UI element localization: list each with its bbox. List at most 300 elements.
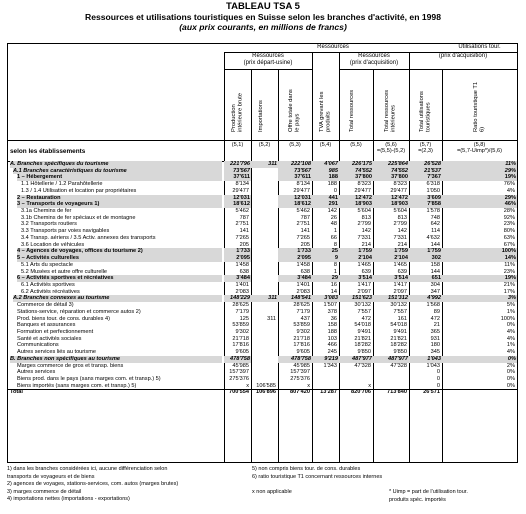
cell-col-4: 466: [327, 342, 337, 349]
cell-col-6: 161: [397, 315, 407, 322]
cell-col-4: 16: [330, 281, 337, 288]
table-row: [8, 356, 517, 363]
cell-col-5: 9'850: [357, 349, 371, 356]
cell-col-8: 29%: [442, 168, 517, 175]
cell-col-8: 17%: [503, 288, 515, 295]
cell-col-3: 141: [300, 228, 310, 235]
cell-col-3: 5'462: [296, 208, 310, 215]
cell-col-7: 26'528: [409, 161, 442, 168]
cell-col-1: 3'484: [224, 275, 251, 282]
cell-col-6: 29'477: [390, 187, 407, 194]
cell-col-5: 226'175: [339, 161, 373, 168]
cell-col-7: 1'759: [409, 248, 442, 255]
cell-col-3: 18'612: [278, 201, 312, 208]
cell-col-6: 18'282: [390, 342, 407, 349]
row-label: 3.4 Transp. aériens / 3.5 Activ. annexes des transports: [21, 234, 156, 241]
table-row: [8, 201, 517, 208]
cell-col-6: 3'514: [373, 275, 409, 282]
cell-col-5: 18'282: [354, 342, 371, 349]
cell-col-3: 638: [300, 268, 310, 275]
cell-col-1: 9'302: [235, 329, 249, 335]
row-label: B. Branches non spécifiques au tourisme: [10, 356, 222, 363]
cell-col-3: 8'134: [296, 181, 310, 188]
header-util-acq: (prix d'acquisition): [438, 53, 488, 59]
grid-hline: [8, 140, 517, 141]
cell-col-3: 1'733: [278, 248, 312, 255]
row-label: 1.3 / 1.4 Utilisation et location par propriétaires: [21, 187, 137, 194]
cell-col-5: 639: [361, 268, 371, 275]
table-row: [8, 309, 517, 316]
row-label: 1 – Hébergement: [17, 174, 222, 181]
cell-col-4: 26: [330, 214, 337, 221]
cell-col-8: 23%: [503, 221, 515, 228]
cell-col-5: 151'623: [339, 295, 373, 302]
table-row: [8, 242, 517, 249]
cell-col-3: 9'302: [296, 329, 310, 335]
footnote: 1) dans les branches considérées ici, aucune différenciation selon: [7, 466, 168, 472]
cell-col-6: 487'977: [373, 356, 409, 363]
table-row: [8, 302, 517, 309]
cell-col-1: 700'554: [229, 389, 249, 396]
cell-col-1: 2'751: [235, 221, 249, 228]
cell-col-6: 21'821: [390, 335, 407, 342]
cell-col-8: 0%: [506, 322, 515, 329]
cell-col-6: 54'018: [390, 322, 407, 329]
cell-col-1: 148'229: [224, 295, 251, 302]
cell-col-1: 275'376: [229, 376, 249, 383]
cell-col-1: 9'605: [235, 349, 249, 356]
cell-col-6: 713'840: [387, 389, 407, 396]
cell-col-7: 26'571: [423, 389, 440, 396]
table-row: [8, 248, 517, 255]
row-label: 2 – Restauration: [17, 195, 222, 202]
column-title-8: Ratio touristique T1 6): [472, 81, 485, 132]
cell-col-3: 148'541: [278, 295, 312, 302]
table-row: [8, 349, 517, 356]
cell-col-8: 28%: [503, 208, 515, 215]
cell-col-7: 21'537: [409, 168, 442, 175]
cell-col-4: 142: [327, 208, 337, 215]
cell-col-8: 67%: [503, 241, 515, 248]
cell-col-1: 478'758: [224, 356, 251, 363]
cell-col-8: 80%: [503, 228, 515, 235]
cell-col-8: 76%: [503, 181, 515, 188]
row-label: 4 – Agences de voyages, offices du tourisme 2): [17, 248, 222, 255]
cell-col-7: 0: [436, 382, 440, 389]
cell-col-8: 11%: [504, 261, 515, 268]
cell-col-6: 142: [397, 228, 407, 235]
table-row: [8, 389, 517, 396]
cell-col-8: 1%: [506, 342, 515, 349]
cell-col-5: 74'552: [339, 168, 373, 175]
cell-col-1: 1'401: [235, 281, 249, 288]
row-label: 3.3 Transports par voies navigables: [21, 228, 110, 235]
cell-col-6: 5'604: [393, 208, 407, 215]
column-code-4: (5,4): [319, 142, 332, 148]
cell-col-8: 5%: [506, 302, 515, 309]
cell-col-1: 638: [239, 268, 249, 275]
cell-col-3: 53'859: [293, 322, 310, 329]
cell-col-8: 23%: [503, 268, 515, 275]
cell-col-3: 222'108: [278, 161, 312, 168]
cell-col-4: 8: [333, 261, 337, 268]
row-label: 5.2 Musées et autre offre culturelle: [21, 268, 108, 275]
table-row: [8, 235, 517, 242]
cell-col-4: 36: [330, 315, 337, 322]
cell-col-1: 28'625: [232, 302, 249, 309]
cell-col-5: 54'018: [354, 322, 371, 329]
cell-col-6: 1'759: [373, 248, 409, 255]
cell-col-2: 106'896: [256, 389, 276, 396]
row-label: 3.6 Location de véhicules: [21, 241, 85, 248]
table-row: [8, 195, 517, 202]
cell-col-8: 29%: [442, 195, 517, 202]
row-label: Formation et perfectionnement: [17, 329, 94, 335]
table-row: [8, 289, 517, 296]
cell-col-1: 29'477: [232, 187, 249, 194]
cell-col-6: 225'864: [373, 161, 409, 168]
cell-col-4: 188: [312, 174, 339, 181]
cell-col-4: 13'287: [320, 389, 337, 396]
column-title-7: Total utilisations touristiques: [418, 91, 431, 132]
cell-col-4: 103: [327, 335, 337, 342]
data-table: [7, 43, 518, 463]
row-label: Marges commerce de gros et transp. biens: [17, 362, 124, 369]
cell-col-3: 12'031: [278, 195, 312, 202]
cell-col-5: 29'477: [354, 187, 371, 194]
cell-col-8: 11%: [442, 161, 517, 168]
footnote: 5) non compris biens tour. de cons. durables: [252, 466, 361, 472]
row-label: 6 – Activités sportives et récréatives: [17, 275, 222, 282]
header-depart-usine: Ressources (prix départ-usine): [243, 53, 293, 66]
cell-col-7: 144: [430, 268, 440, 275]
cell-col-1: 157'397: [229, 369, 249, 376]
cell-col-7: 4'632: [426, 234, 440, 241]
cell-col-6: 1'417: [393, 281, 407, 288]
table-row: [8, 363, 517, 370]
cell-col-7: 931: [430, 335, 440, 342]
cell-col-5: 21'821: [354, 335, 371, 342]
cell-col-5: 7'557: [357, 308, 371, 315]
table-row: [8, 282, 517, 289]
row-label: Autres services liés au tourisme: [17, 349, 96, 356]
cell-col-4: 4'067: [312, 161, 339, 168]
cell-col-3: x: [307, 382, 310, 389]
footnote: 2) agences de voyages, stations-services, com. autos (marges brutes): [7, 481, 179, 488]
row-label: Biens importés (sans marges com. et transp.) 5): [17, 382, 137, 389]
table-row: [8, 174, 517, 181]
header-utilisations: Utilisations tour.: [458, 44, 501, 50]
row-label: 1.1 Hôtellerie / 1.2 Parahôtellerie: [21, 181, 103, 188]
cell-col-4: 29: [312, 275, 339, 282]
cell-col-3: 807'420: [290, 389, 310, 396]
cell-col-1: 45'985: [232, 362, 249, 369]
cell-col-5: 142: [361, 228, 371, 235]
cell-col-8: 100%: [500, 315, 515, 322]
cell-col-6: 2'104: [373, 255, 409, 262]
cell-col-5: 2'799: [357, 221, 371, 228]
cell-col-7: 114: [431, 228, 440, 235]
cell-col-6: 12'472: [373, 195, 409, 202]
cell-col-7: 1'043: [409, 356, 442, 363]
cell-col-5: 472: [361, 315, 371, 322]
cell-col-6: 9'491: [393, 329, 407, 335]
table-row: [8, 383, 517, 390]
cell-col-7: 651: [409, 275, 442, 282]
cell-col-7: 748: [430, 214, 440, 221]
cell-col-4: 985: [312, 168, 339, 175]
cell-col-5: 47'328: [354, 362, 371, 369]
row-label: 5.1 Arts du spectacle: [21, 261, 73, 268]
cell-col-8: 4%: [506, 349, 515, 356]
cell-col-3: 73'567: [278, 168, 312, 175]
row-label: Total: [10, 389, 23, 396]
cell-col-4: 8: [333, 241, 337, 248]
cell-col-7: 7'858: [409, 201, 442, 208]
cell-col-5: x: [368, 382, 371, 389]
cell-col-7: 1'043: [426, 362, 440, 369]
cell-col-8: 0%: [506, 369, 515, 376]
cell-col-7: 302: [409, 255, 442, 262]
cell-col-1: 37'611: [224, 174, 251, 181]
column-code-7: (5,7) =(2,3): [418, 142, 433, 154]
cell-col-4: 9: [312, 255, 339, 262]
cell-col-8: 21%: [503, 281, 515, 288]
cell-col-2: 311: [267, 315, 276, 322]
cell-col-1: 1'458: [235, 261, 249, 268]
footnote: 4) importations nettes (importations - exportations): [7, 496, 130, 503]
cell-col-6: 18'903: [373, 201, 409, 208]
cell-col-8: 14%: [442, 255, 517, 262]
row-label: Communications: [17, 342, 59, 349]
cell-col-6: 8'323: [393, 181, 407, 188]
column-code-6: (5,6) =(5,5)-(5,2): [376, 142, 406, 154]
cell-col-8: 4%: [506, 335, 515, 342]
cell-col-7: 3'609: [409, 195, 442, 202]
cell-col-6: 639: [397, 268, 407, 275]
cell-col-4: 66: [330, 234, 337, 241]
cell-col-5: 2'097: [357, 288, 371, 295]
table-row: [8, 329, 517, 336]
cell-col-5: 1'417: [357, 281, 371, 288]
cell-col-3: 205: [300, 241, 310, 248]
table-row: [8, 208, 517, 215]
column-code-3: (5,3): [289, 142, 301, 148]
cell-col-3: 437: [300, 315, 310, 322]
cell-col-5: 37'800: [339, 174, 373, 181]
table-row: [8, 336, 517, 343]
cell-col-7: 642: [430, 221, 440, 228]
table-row: [8, 295, 517, 302]
cell-col-3: 1'458: [296, 261, 310, 268]
cell-col-5: 18'903: [339, 201, 373, 208]
footnote: produits spéc. importés: [389, 496, 446, 503]
cell-col-6: 813: [397, 214, 407, 221]
cell-col-6: 9'850: [393, 349, 407, 356]
row-label: 3.1b Chemins de fer spéciaux et de montagne: [21, 214, 136, 221]
cell-col-5: 12'472: [339, 195, 373, 202]
footnote: 6) ratio touristique T1 concernant ressources internes: [252, 473, 383, 480]
row-label: 5 – Activités culturelles: [17, 255, 222, 262]
cell-col-8: 0%: [442, 356, 517, 363]
cell-col-4: 158: [327, 322, 337, 329]
grid-hline: [339, 69, 409, 70]
column-code-8: (5,8) =(5,7-Uimp*)/(5,6): [457, 142, 502, 154]
cell-col-4: 1: [333, 228, 337, 235]
table-row: [8, 342, 517, 349]
cell-col-5: 813: [361, 214, 371, 221]
table-row: [8, 316, 517, 323]
cell-col-1: 1'733: [224, 248, 251, 255]
column-code-1: (5,1): [231, 142, 244, 148]
cell-col-3: 1'401: [296, 281, 310, 288]
cell-col-1: 18'612: [224, 201, 251, 208]
cell-col-3: 2'083: [296, 288, 310, 295]
cell-col-7: 180: [430, 342, 440, 349]
table-row: [8, 322, 517, 329]
cell-col-8: 92%: [503, 214, 515, 221]
table-title: TABLEAU TSA 5: [226, 1, 300, 12]
cell-col-8: 3%: [442, 295, 517, 302]
cell-col-3: 9'605: [296, 349, 310, 356]
cell-col-4: 25: [312, 248, 339, 255]
cell-col-6: 37'800: [373, 174, 409, 181]
table-row: [8, 262, 517, 269]
cell-col-5: 7'331: [357, 234, 371, 241]
cell-col-6: 2'097: [393, 288, 407, 295]
footnote: x non applicable: [252, 488, 292, 495]
cell-col-5: 3'514: [339, 275, 373, 282]
cell-col-8: 4%: [506, 187, 515, 194]
cell-col-6: 214: [397, 241, 407, 248]
grid-hline: [224, 69, 312, 70]
cell-col-1: 17'816: [232, 342, 249, 349]
cell-col-5: 5'604: [357, 208, 371, 215]
cell-col-5: 2'104: [339, 255, 373, 262]
cell-col-1: 125: [239, 315, 249, 322]
cell-col-6: 47'328: [390, 362, 407, 369]
cell-col-4: 14: [330, 288, 337, 295]
cell-col-7: 0: [436, 376, 440, 383]
cell-col-4: 1'343: [323, 362, 337, 369]
cell-col-8: 0%: [506, 376, 515, 383]
cell-col-3: 157'397: [290, 369, 310, 376]
cell-col-3: 787: [300, 214, 310, 221]
row-label: Commerce de détail 3): [17, 302, 74, 309]
header-acquisition: Ressources (prix d'acquisition): [349, 53, 399, 66]
cell-col-4: 441: [312, 195, 339, 202]
cell-col-7: 4'992: [409, 295, 442, 302]
cell-col-3: 29'477: [293, 187, 310, 194]
table-row: [8, 181, 517, 188]
cell-col-1: 787: [239, 214, 249, 221]
cell-col-2: 106'585: [256, 382, 276, 389]
row-label: 6.1 Activités sportives: [21, 281, 75, 288]
row-label: Stations-service, réparation et commerce autos 2): [17, 308, 141, 315]
cell-col-3: 37'611: [278, 174, 312, 181]
cell-col-3: 275'376: [290, 376, 310, 383]
cell-col-7: 144: [430, 241, 440, 248]
cell-col-4: 1: [333, 268, 337, 275]
cell-col-8: 100%: [442, 248, 517, 255]
cell-col-4: 378: [327, 308, 337, 315]
cell-col-1: x: [246, 382, 249, 389]
table-row: [8, 255, 517, 262]
column-code-2: (5,2): [258, 142, 271, 148]
cell-col-7: 1'050: [426, 187, 440, 194]
table-row: [8, 215, 517, 222]
row-label: 3.1a Chemins de fer: [21, 208, 72, 215]
title-block: [0, 2, 526, 32]
cell-col-8: 19%: [442, 275, 517, 282]
column-title-4: TVA grevant les produits: [318, 91, 331, 132]
cell-col-8: 46%: [442, 201, 517, 208]
cell-col-5: 820'706: [351, 389, 371, 396]
footnote: * Uimp = part de l'utilisation tour.: [389, 489, 468, 495]
cell-col-3: 7'179: [296, 308, 310, 315]
cell-col-3: 21'718: [293, 335, 310, 342]
row-label: Biens prod. dans le pays (sans marges com. et transp.) 5): [17, 376, 161, 383]
cell-col-1: 205: [239, 241, 249, 248]
cell-col-6: 1'465: [393, 261, 407, 268]
cell-col-6: 7'331: [393, 234, 407, 241]
cell-col-8: 1%: [506, 308, 515, 315]
grid-hline: [409, 69, 517, 70]
cell-col-1: 7'179: [235, 308, 249, 315]
header-ressources: Ressources: [317, 44, 349, 50]
cell-col-8: 19%: [442, 174, 517, 181]
cell-col-8: 4%: [506, 329, 515, 335]
cell-col-7: 304: [430, 281, 440, 288]
table-row: [8, 376, 517, 383]
cell-col-5: 1'465: [357, 261, 371, 268]
cell-col-8: 2%: [506, 362, 515, 369]
stub-header: selon les établissements: [10, 148, 86, 155]
cell-col-1: 12'031: [224, 195, 251, 202]
row-label: A.1 Branches caractéristiques du tourisme: [13, 168, 222, 175]
cell-col-7: 7'367: [409, 174, 442, 181]
grid-hline: [8, 389, 517, 390]
table-row: [8, 168, 517, 175]
cell-col-5: 214: [361, 241, 371, 248]
cell-col-1: 53'859: [232, 322, 249, 329]
cell-col-2: 311: [251, 161, 278, 168]
column-title-2: Importations: [257, 100, 264, 132]
cell-col-4: 1'507: [323, 302, 337, 309]
cell-col-4: 188: [327, 329, 337, 335]
table-row: [8, 188, 517, 195]
table-row: [8, 369, 517, 376]
cell-col-4: 291: [312, 201, 339, 208]
table-row: [8, 161, 517, 168]
cell-col-5: 30'132: [354, 302, 371, 309]
column-code-5: (5,5): [350, 142, 362, 148]
footnote: transports de voyageurs et de biens: [7, 473, 95, 480]
cell-col-1: 5'462: [235, 208, 249, 215]
column-title-5: Total ressources: [349, 89, 355, 132]
cell-col-4: 48: [330, 221, 337, 228]
row-label: 6.2 Activités récréatives: [21, 288, 80, 295]
cell-col-5: 487'977: [339, 356, 373, 363]
cell-col-1: 21'718: [232, 335, 249, 342]
table-row: [8, 221, 517, 228]
cell-col-1: 8'134: [235, 181, 249, 188]
cell-col-1: 141: [239, 228, 249, 235]
cell-col-3: 3'484: [278, 275, 312, 282]
cell-col-4: 9'219: [312, 356, 339, 363]
cell-col-4: 188: [327, 181, 337, 188]
grid-hline: [224, 52, 517, 53]
